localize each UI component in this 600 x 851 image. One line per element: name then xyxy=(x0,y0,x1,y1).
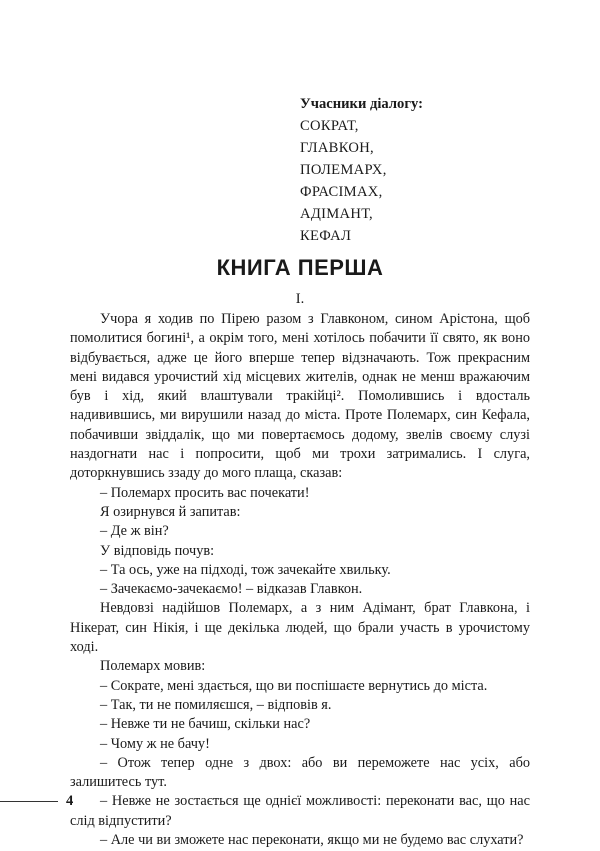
participant-name: ПОЛЕМАРХ, xyxy=(300,162,387,178)
paragraph: – Зачекаємо-зачекаємо! – відказав Главкон. xyxy=(100,581,363,598)
paragraph: – Сократе, мені здається, що ви поспішаєте вернутись до міста. xyxy=(100,677,488,694)
paragraph: Я озирнувся й запитав: xyxy=(100,503,241,520)
paragraph: – Де ж він? xyxy=(100,523,169,540)
section-number: I. xyxy=(295,291,305,307)
page-number: 4 xyxy=(66,793,74,809)
paragraph: – Отож тепер одне з двох: або ви переможете нас усіх, або залишитесь тут. xyxy=(70,754,530,791)
paragraph: – Невже ти не бачиш, скільки нас? xyxy=(100,716,311,733)
participant-name: КЕФАЛ xyxy=(300,228,352,244)
body-text xyxy=(70,310,530,850)
paragraph: Невдовзі надійшов Полемарх, а з ним Адімант, брат Главкона, і Нікерат, син Нікія, і ще декілька людей, що брали участь в урочистому ході. xyxy=(70,600,530,656)
participant-name: ФРАСІМАХ, xyxy=(300,184,383,200)
paragraph: Полемарх мовив: xyxy=(100,658,206,675)
paragraph: – Полемарх просить вас почекати! xyxy=(100,484,310,501)
participants-heading: Учасники діалогу: xyxy=(300,96,423,112)
paragraph: – Чому ж не бачу! xyxy=(100,735,210,752)
participant-name: СОКРАТ, xyxy=(300,118,359,134)
paragraph: Учора я ходив по Пірею разом з Главконом, сином Арістона, щоб помолитися богині¹, а окрім того, мені хотілось побачити її свято, як воно відбувається, адже це його вперше тепер відзначають. Тож прекрасним мені видався урочистий хід місцевих жителів, однак не менш вражаючим був і хід, який влаштували тракійці². Помолившись і вдосталь надивившись, ми вирушили назад до міста. Проте Полемарх, син Кефала, побачивши звіддалік, що ми повертаємось додому, звелів своєму слузі наздогнати нас і попросити, щоб ми трохи затримались. І слуга, доторкнувшись ззаду до мого плаща, сказав: xyxy=(70,311,530,482)
paragraph: У відповідь почув: xyxy=(100,542,215,559)
footer-rule xyxy=(0,801,58,802)
participant-name: АДІМАНТ, xyxy=(300,206,373,222)
book-title: КНИГА ПЕРША xyxy=(216,255,384,280)
paragraph: – Так, ти не помиляєшся, – відповів я. xyxy=(100,696,332,713)
paragraph: – Невже не зостається ще однієї можливості: переконати вас, що нас слід відпустити? xyxy=(70,793,530,829)
paragraph: – Та ось, уже на підході, тож зачекайте хвильку. xyxy=(100,561,391,578)
paragraph: – Але чи ви зможете нас переконати, якщо ми не будемо вас слухати? xyxy=(100,832,524,849)
dialogue-participants xyxy=(300,93,423,247)
participant-name: ГЛАВКОН, xyxy=(300,140,375,156)
